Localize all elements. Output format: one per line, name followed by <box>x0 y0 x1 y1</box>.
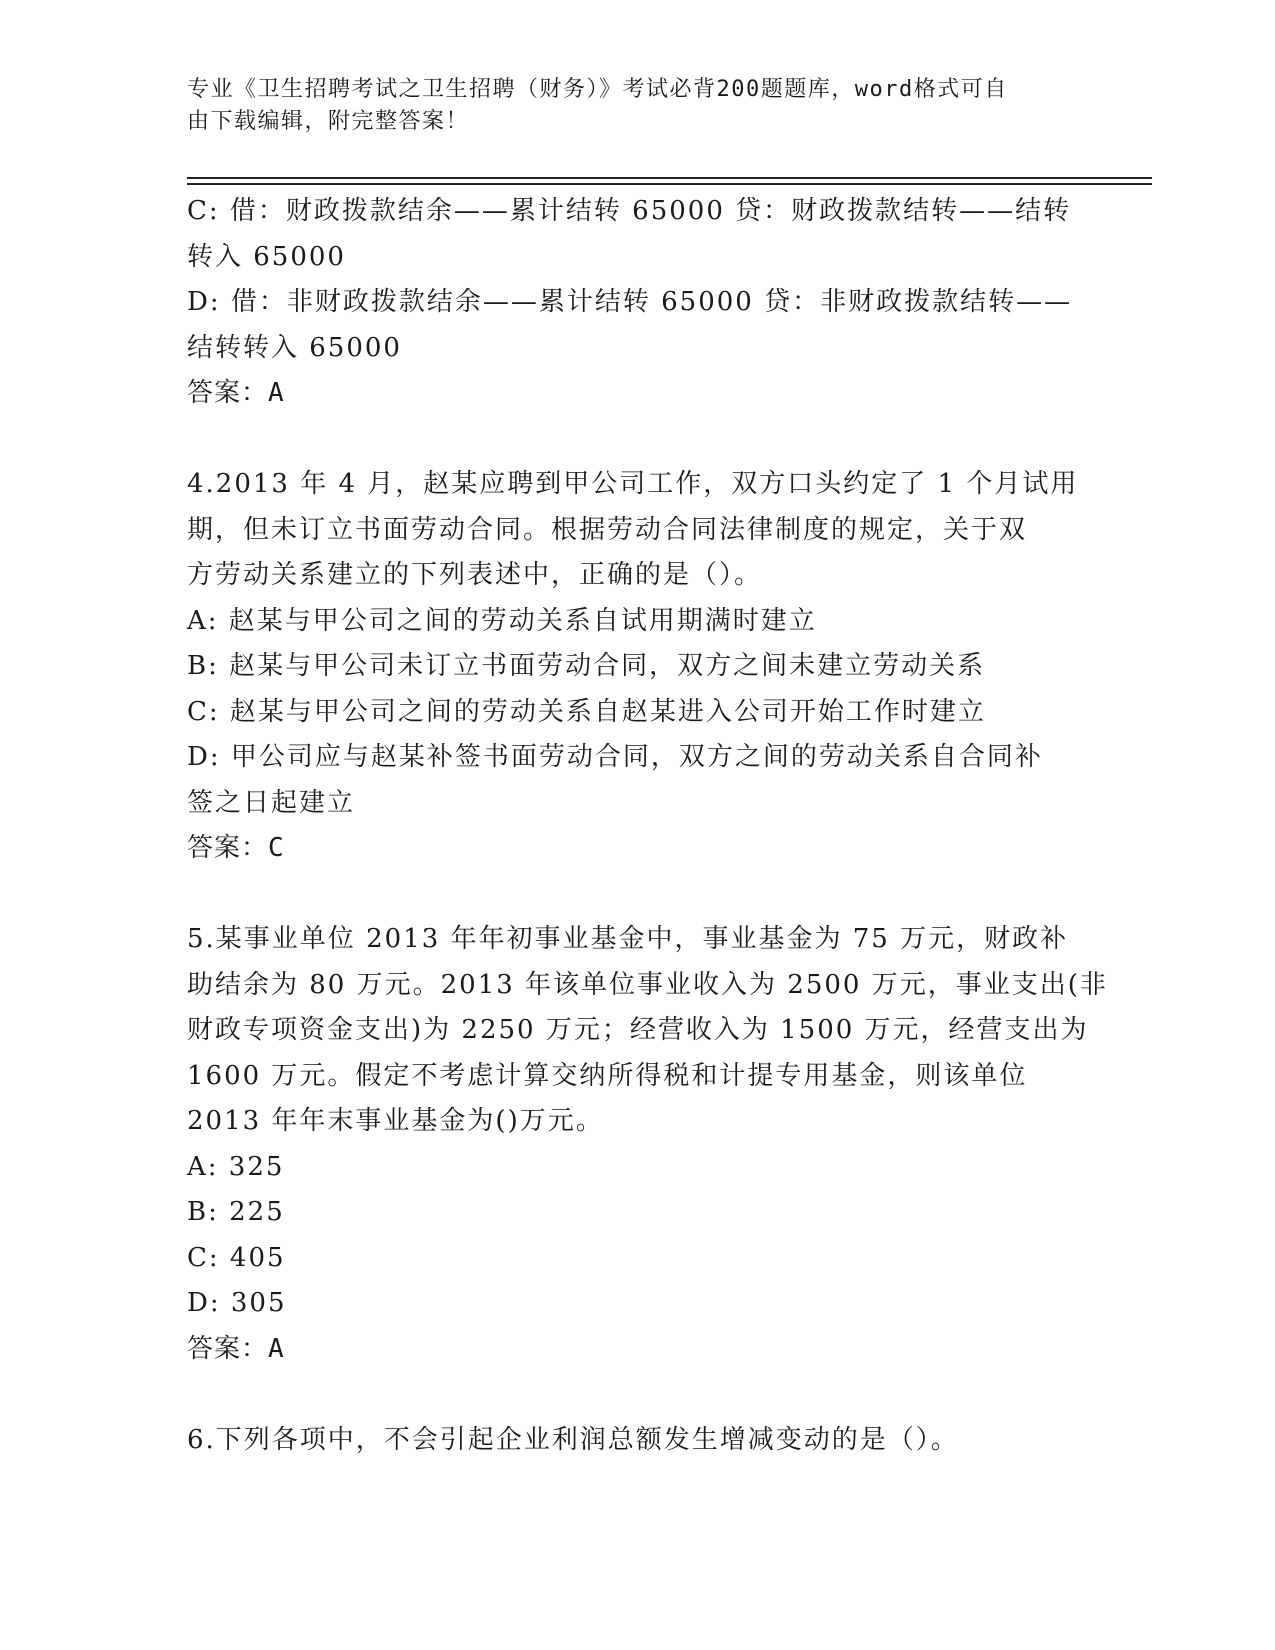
q4-option-b: B: 赵某与甲公司未订立书面劳动合同，双方之间未建立劳动关系 <box>187 651 986 681</box>
q4-option-d-line-1: D: 甲公司应与赵某补签书面劳动合同，双方之间的劳动关系自合同补 <box>187 742 1043 772</box>
q3-option-d-line-2: 结转转入 65000 <box>187 332 402 363</box>
q5-stem-line-1: 5.某事业单位 2013 年年初事业基金中，事业基金为 75 万元，财政补 <box>187 924 1069 954</box>
header-line-1: 专业《卫生招聘考试之卫生招聘（财务）》考试必背200题题库，word格式可自 <box>187 77 1008 102</box>
q3-option-c-line-2: 转入 65000 <box>187 241 346 272</box>
q4-stem-line-3: 方劳动关系建立的下列表述中，正确的是（）。 <box>187 560 763 590</box>
question-content <box>187 189 1108 1463</box>
q3-option-d-line-1: D: 借：非财政拨款结余——累计结转 65000 贷：非财政拨款结转—— <box>187 287 1073 317</box>
header-rule-top <box>187 177 1152 179</box>
spacer <box>187 872 1087 918</box>
q5-stem-line-3: 财政专项资金支出)为 2250 万元；经营收入为 1500 万元，经营支出为 <box>187 1015 1089 1045</box>
q5-stem-line-5: 2013 年年末事业基金为()万元。 <box>187 1106 604 1136</box>
q4-option-a: A: 赵某与甲公司之间的劳动关系自试用期满时建立 <box>187 605 817 636</box>
header-line-2: 由下载编辑，附完整答案！ <box>187 109 470 134</box>
document-header <box>187 74 1067 138</box>
spacer <box>187 1372 1087 1418</box>
q5-stem-line-4: 1600 万元。假定不考虑计算交纳所得税和计提专用基金，则该单位 <box>187 1060 1028 1091</box>
q4-option-c: C: 赵某与甲公司之间的劳动关系自赵某进入公司开始工作时建立 <box>187 696 986 727</box>
q5-option-a: A: 325 <box>187 1151 285 1182</box>
header-rule-bottom <box>187 183 1152 185</box>
q5-option-b: B: 225 <box>187 1197 285 1227</box>
q5-option-c: C: 405 <box>187 1242 286 1273</box>
q3-answer: 答案：A <box>187 378 285 408</box>
q5-option-d: D: 305 <box>187 1288 287 1318</box>
q4-answer: 答案：C <box>187 833 285 863</box>
q5-answer: 答案：A <box>187 1333 285 1364</box>
q6-stem-line-1: 6.下列各项中，不会引起企业利润总额发生增减变动的是（）。 <box>187 1424 959 1455</box>
q3-option-c-line-1: C: 借：财政拨款结余——累计结转 65000 贷：财政拨款结转——结转 <box>187 196 1072 226</box>
spacer <box>187 417 1087 463</box>
q4-stem-line-1: 4.2013 年 4 月，赵某应聘到甲公司工作，双方口头约定了 1 个月试用 <box>187 469 1079 499</box>
q5-stem-line-2: 助结余为 80 万元。2013 年该单位事业收入为 2500 万元，事业支出(非 <box>187 969 1108 1000</box>
q4-stem-line-2: 期，但未订立书面劳动合同。根据劳动合同法律制度的规定，关于双 <box>187 514 1028 545</box>
q4-option-d-line-2: 签之日起建立 <box>187 787 356 818</box>
